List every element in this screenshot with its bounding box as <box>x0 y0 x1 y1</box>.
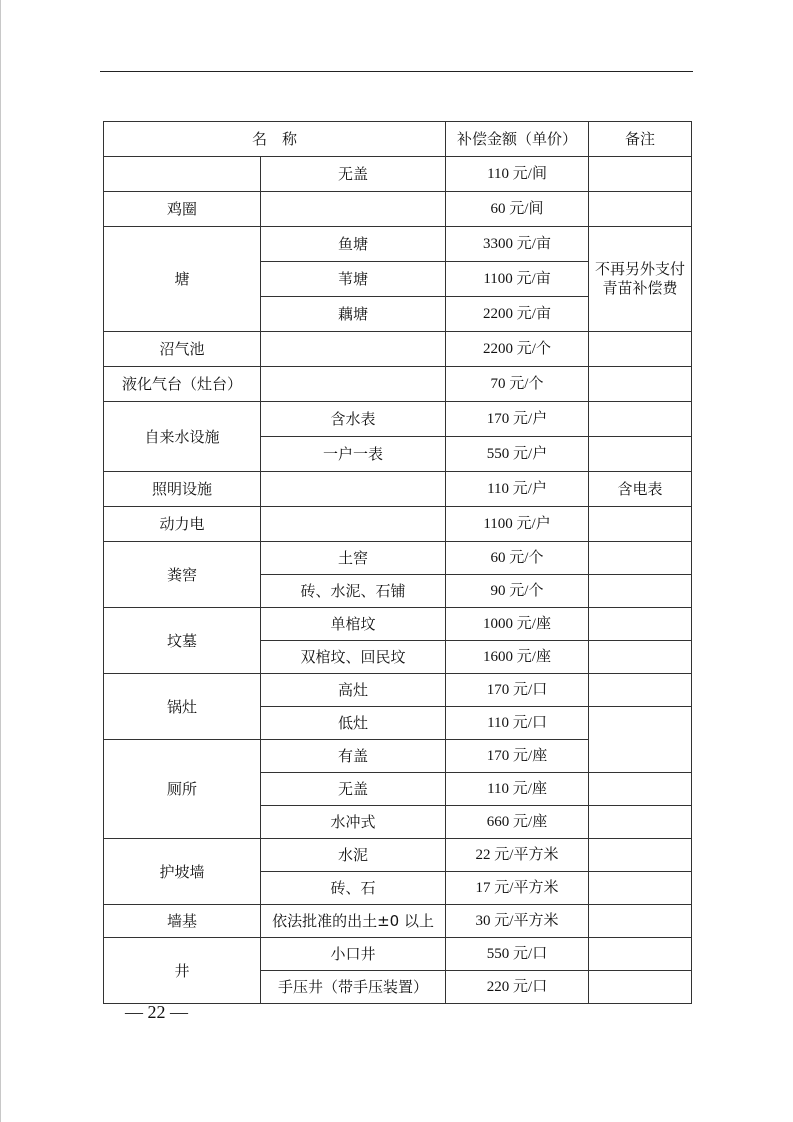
page-number: — 22 — <box>125 1002 188 1022</box>
note-cell <box>589 905 692 938</box>
table-row <box>104 402 692 437</box>
name-cell: 自来水设施 <box>104 402 261 472</box>
price-cell: 1600 元/座 <box>446 641 589 674</box>
price-cell: 170 元/座 <box>446 740 589 773</box>
note-cell <box>589 707 692 773</box>
table-row <box>104 542 692 575</box>
sub-cell: 苇塘 <box>261 262 446 297</box>
price-cell: 660 元/座 <box>446 806 589 839</box>
sub-cell <box>261 472 446 507</box>
name-cell: 动力电 <box>104 507 261 542</box>
header-note: 备注 <box>589 122 692 157</box>
name-cell <box>104 157 261 192</box>
note-cell <box>589 192 692 227</box>
price-cell: 110 元/户 <box>446 472 589 507</box>
note-cell <box>589 575 692 608</box>
sub-cell: 双棺坟、回民坟 <box>261 641 446 674</box>
name-cell: 坟墓 <box>104 608 261 674</box>
table-row <box>104 905 692 938</box>
sub-cell: 手压井（带手压装置） <box>261 971 446 1004</box>
sub-cell: 无盖 <box>261 773 446 806</box>
sub-cell: 水冲式 <box>261 806 446 839</box>
sub-cell: 水泥 <box>261 839 446 872</box>
note-cell <box>589 507 692 542</box>
sub-cell: 依法批准的出土±0 以上 <box>261 905 446 938</box>
table-row <box>104 472 692 507</box>
price-cell: 1100 元/户 <box>446 507 589 542</box>
table-row <box>104 938 692 971</box>
price-cell: 22 元/平方米 <box>446 839 589 872</box>
price-cell: 70 元/个 <box>446 367 589 402</box>
price-cell: 2200 元/个 <box>446 332 589 367</box>
note-cell <box>589 157 692 192</box>
note-cell <box>589 674 692 707</box>
price-cell: 90 元/个 <box>446 575 589 608</box>
name-cell: 厕所 <box>104 740 261 839</box>
name-cell: 锅灶 <box>104 674 261 740</box>
name-cell: 鸡圈 <box>104 192 261 227</box>
sub-cell: 土窖 <box>261 542 446 575</box>
note-cell <box>589 437 692 472</box>
price-cell: 110 元/口 <box>446 707 589 740</box>
note-cell <box>589 938 692 971</box>
table-row <box>104 157 692 192</box>
name-cell: 液化气台（灶台） <box>104 367 261 402</box>
sub-cell: 砖、水泥、石铺 <box>261 575 446 608</box>
price-cell: 1100 元/亩 <box>446 262 589 297</box>
note-cell <box>589 332 692 367</box>
price-cell: 3300 元/亩 <box>446 227 589 262</box>
note-cell <box>589 367 692 402</box>
header-name: 名 称 <box>104 122 446 157</box>
sub-cell: 单棺坟 <box>261 608 446 641</box>
sub-cell: 藕塘 <box>261 297 446 332</box>
sub-cell: 小口井 <box>261 938 446 971</box>
table-row <box>104 367 692 402</box>
note-cell <box>589 872 692 905</box>
table-row <box>104 192 692 227</box>
sub-cell <box>261 367 446 402</box>
name-cell: 墙基 <box>104 905 261 938</box>
table-row <box>104 674 692 707</box>
sub-cell: 鱼塘 <box>261 227 446 262</box>
sub-cell <box>261 507 446 542</box>
name-cell: 井 <box>104 938 261 1004</box>
name-cell: 护坡墙 <box>104 839 261 905</box>
price-cell: 170 元/口 <box>446 674 589 707</box>
table-row <box>104 332 692 367</box>
header-rule <box>100 71 693 72</box>
price-cell: 550 元/口 <box>446 938 589 971</box>
table-row <box>104 608 692 641</box>
sub-cell <box>261 332 446 367</box>
note-cell: 不再另外支付青苗补偿费 <box>589 227 692 332</box>
note-cell: 含电表 <box>589 472 692 507</box>
sub-cell: 高灶 <box>261 674 446 707</box>
page-left-border <box>0 0 1 1122</box>
table-header-row <box>104 122 692 157</box>
note-cell <box>589 641 692 674</box>
table-row <box>104 507 692 542</box>
note-cell <box>589 971 692 1004</box>
sub-cell: 无盖 <box>261 157 446 192</box>
note-cell <box>589 542 692 575</box>
name-cell: 沼气池 <box>104 332 261 367</box>
header-price: 补偿金额（单价） <box>446 122 589 157</box>
price-cell: 550 元/户 <box>446 437 589 472</box>
price-cell: 60 元/个 <box>446 542 589 575</box>
table-row <box>104 839 692 872</box>
note-cell <box>589 773 692 806</box>
name-cell: 粪窖 <box>104 542 261 608</box>
sub-cell: 有盖 <box>261 740 446 773</box>
name-cell: 塘 <box>104 227 261 332</box>
price-cell: 110 元/座 <box>446 773 589 806</box>
note-cell <box>589 806 692 839</box>
sub-cell: 含水表 <box>261 402 446 437</box>
price-cell: 30 元/平方米 <box>446 905 589 938</box>
price-cell: 2200 元/亩 <box>446 297 589 332</box>
sub-cell: 砖、石 <box>261 872 446 905</box>
note-cell <box>589 608 692 641</box>
price-cell: 220 元/口 <box>446 971 589 1004</box>
price-cell: 17 元/平方米 <box>446 872 589 905</box>
name-cell: 照明设施 <box>104 472 261 507</box>
sub-cell: 一户一表 <box>261 437 446 472</box>
compensation-table <box>103 121 692 1004</box>
note-cell <box>589 839 692 872</box>
price-cell: 60 元/间 <box>446 192 589 227</box>
note-cell <box>589 402 692 437</box>
price-cell: 170 元/户 <box>446 402 589 437</box>
table-row <box>104 227 692 262</box>
sub-cell <box>261 192 446 227</box>
sub-cell: 低灶 <box>261 707 446 740</box>
price-cell: 110 元/间 <box>446 157 589 192</box>
price-cell: 1000 元/座 <box>446 608 589 641</box>
